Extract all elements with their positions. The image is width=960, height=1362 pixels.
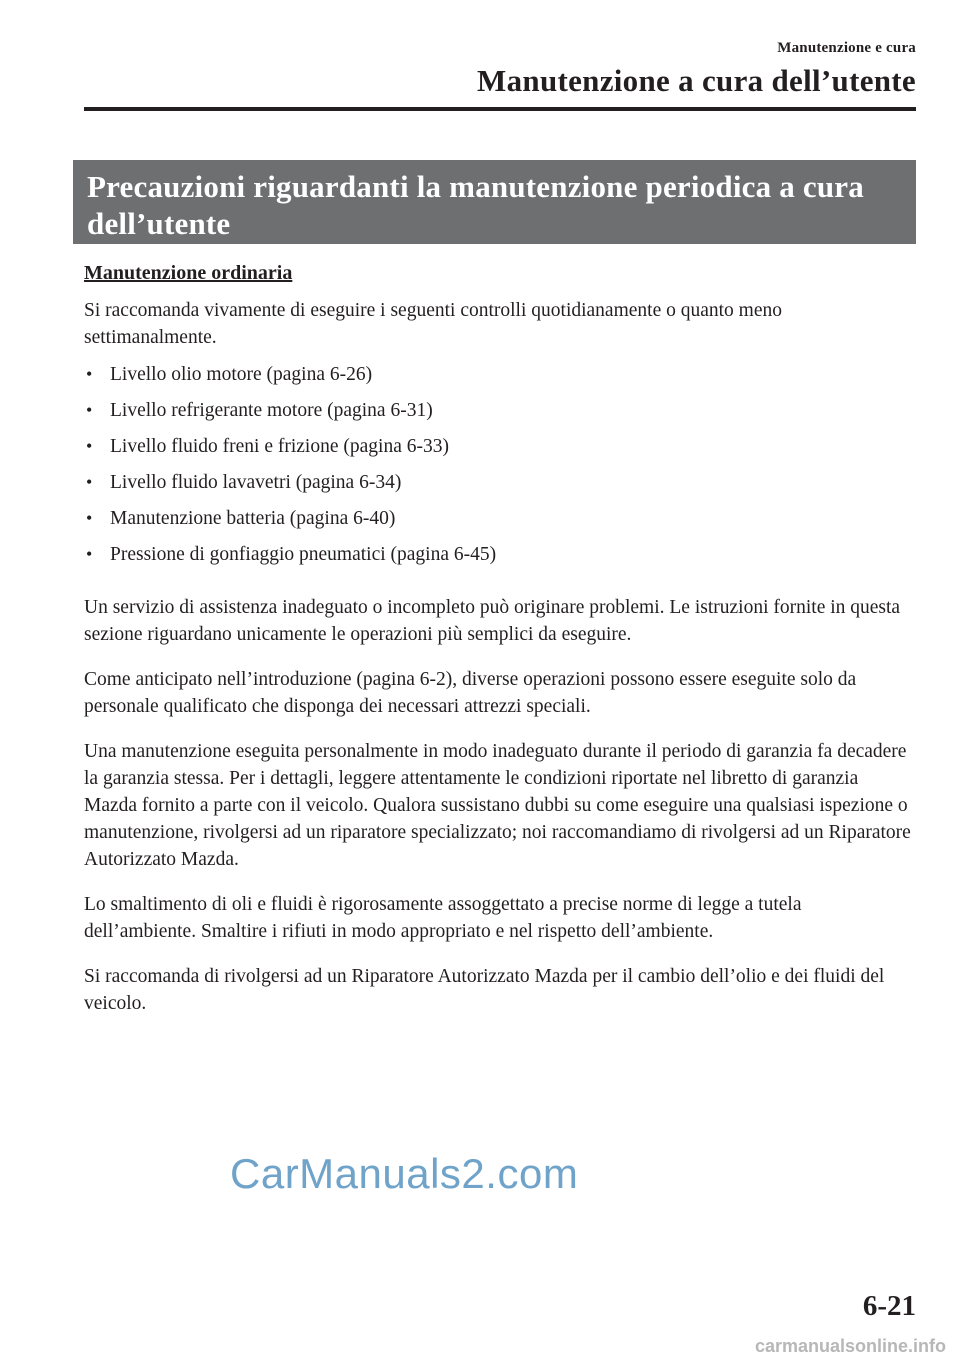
bullet-icon: • [86, 436, 93, 456]
list-item [84, 505, 916, 532]
list-item-text: Livello fluido freni e frizione (pagina 6-33) [110, 436, 449, 457]
bullet-icon: • [86, 400, 93, 420]
list-item [84, 397, 916, 424]
list-item [84, 361, 916, 388]
paragraph-oil-change: Si raccomanda di rivolgersi ad un Riparatore Autorizzato Mazda per il cambio dell’olio e dei fluidi del veicolo. [84, 966, 885, 1014]
paragraph-disposal: Lo smaltimento di oli e fluidi è rigorosamente assoggettato a precise norme di legge a tutela dell’ambiente. Smaltire i rifiuti in modo appropriato e nel rispetto dell’ambiente. [84, 894, 802, 942]
page-number: 6-21 [862, 1290, 916, 1322]
chapter-title: Manutenzione e cura [777, 40, 916, 56]
bullet-icon: • [86, 544, 93, 564]
list-item-text: Livello refrigerante motore (pagina 6-31) [110, 400, 433, 421]
section-title: Manutenzione a cura dell’utente [477, 63, 916, 98]
list-item-text: Manutenzione batteria (pagina 6-40) [110, 508, 396, 529]
main-content [84, 260, 916, 1035]
paragraph-service: Un servizio di assistenza inadeguato o incompleto può originare problemi. Le istruzioni fornite in questa sezione riguardano unicamente le operazioni più semplici da eseguire. [84, 597, 901, 645]
list-item [84, 469, 916, 496]
list-item-text: Livello fluido lavavetri (pagina 6-34) [110, 472, 402, 493]
paragraph-qualified-staff: Come anticipato nell’introduzione (pagina 6-2), diverse operazioni possono essere eseguite solo da personale qualificato che disponga dei necessari attrezzi speciali. [84, 669, 857, 717]
bullet-icon: • [86, 472, 93, 492]
list-item-text: Pressione di gonfiaggio pneumatici (pagina 6-45) [110, 544, 497, 565]
bullet-icon: • [86, 508, 93, 528]
check-list [84, 361, 916, 568]
footer-site-text: carmanualsonline.info [754, 1336, 946, 1356]
list-item [84, 541, 916, 568]
header-rule [84, 107, 916, 111]
banner-title: Precauzioni riguardanti la manutenzione periodica a cura dell’utente [87, 169, 864, 241]
watermark-logo: CarManuals2.com [230, 1150, 579, 1197]
subheading: Manutenzione ordinaria [84, 262, 293, 284]
running-header [477, 40, 916, 99]
section-banner [73, 160, 916, 244]
list-item-text: Livello olio motore (pagina 6-26) [110, 364, 373, 385]
bullet-icon: • [86, 364, 93, 384]
list-item [84, 433, 916, 460]
intro-paragraph: Si raccomanda vivamente di eseguire i seguenti controlli quotidianamente o quanto meno settimanalmente. [84, 300, 783, 348]
paragraph-warranty: Una manutenzione eseguita personalmente in modo inadeguato durante il periodo di garanzia fa decadere la garanzia stessa. Per i dettagli, leggere attentamente le condizioni riportate nel libretto di garanzia Mazda fornito a parte con il veicolo. Qualora sussistano dubbi su come eseguire una qualsiasi ispezione o manutenzione, rivolgersi ad un riparatore specializzato; noi raccomandiamo di rivolgersi ad un Riparatore Autorizzato Mazda. [84, 741, 911, 870]
